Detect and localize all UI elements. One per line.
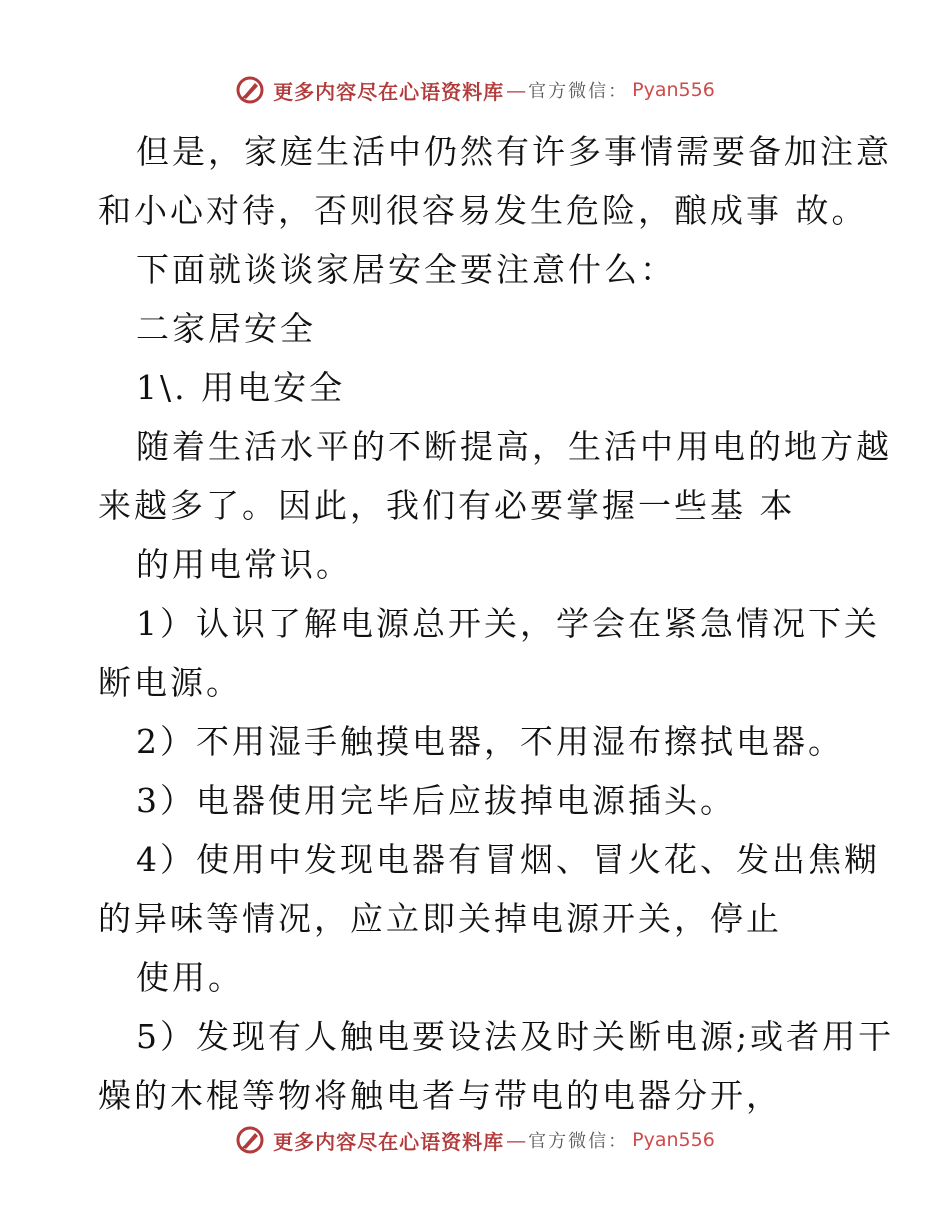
footer-official-label: 官方微信：: [528, 1131, 629, 1152]
header-banner: [0, 70, 950, 110]
list-item: 2）不用湿手触摸电器，不用湿布擦拭电器。: [136, 722, 844, 761]
section-heading: 二家居安全: [136, 309, 316, 348]
text-line: 使用。: [136, 958, 244, 997]
footer-banner: [0, 1120, 950, 1160]
list-item: 4）使用中发现电器有冒烟、冒火花、发出焦糊: [136, 840, 880, 879]
quill-logo-icon: [235, 1125, 265, 1155]
list-item: 5）发现有人触电要设法及时关断电源;或者用干: [136, 1017, 895, 1056]
footer-title: 更多内容尽在心语资料库: [273, 1129, 505, 1154]
banner-separator: —: [506, 78, 527, 102]
banner-official-label: 官方微信：: [528, 81, 629, 102]
text-line: 断电源。: [98, 663, 242, 702]
list-item: 1）认识了解电源总开关，学会在紧急情况下关: [136, 604, 880, 643]
banner-title: 更多内容尽在心语资料库: [273, 79, 505, 104]
text-line: 但是，家庭生活中仍然有许多事情需要备加注意: [136, 132, 892, 171]
banner-wechat-id: Pyan556: [632, 79, 715, 101]
subsection-heading: 1\. 用电安全: [136, 368, 346, 407]
text-line: 随着生活水平的不断提高，生活中用电的地方越: [136, 427, 892, 466]
footer-separator: —: [506, 1128, 527, 1152]
footer-wechat-id: Pyan556: [632, 1129, 715, 1151]
text-line: 的异味等情况，应立即关掉电源开关，停止: [98, 899, 782, 938]
document-body: [98, 122, 895, 1125]
text-line: 来越多了。因此，我们有必要掌握一些基 本: [98, 486, 796, 525]
text-line: 燥的木棍等物将触电者与带电的电器分开，: [98, 1076, 782, 1115]
text-line: 下面就谈谈家居安全要注意什么：: [136, 250, 676, 289]
quill-logo-icon: [235, 75, 265, 105]
text-line: 的用电常识。: [136, 545, 352, 584]
list-item: 3）电器使用完毕后应拔掉电源插头。: [136, 781, 736, 820]
text-line: 和小心对待，否则很容易发生危险，酿成事 故。: [98, 191, 868, 230]
